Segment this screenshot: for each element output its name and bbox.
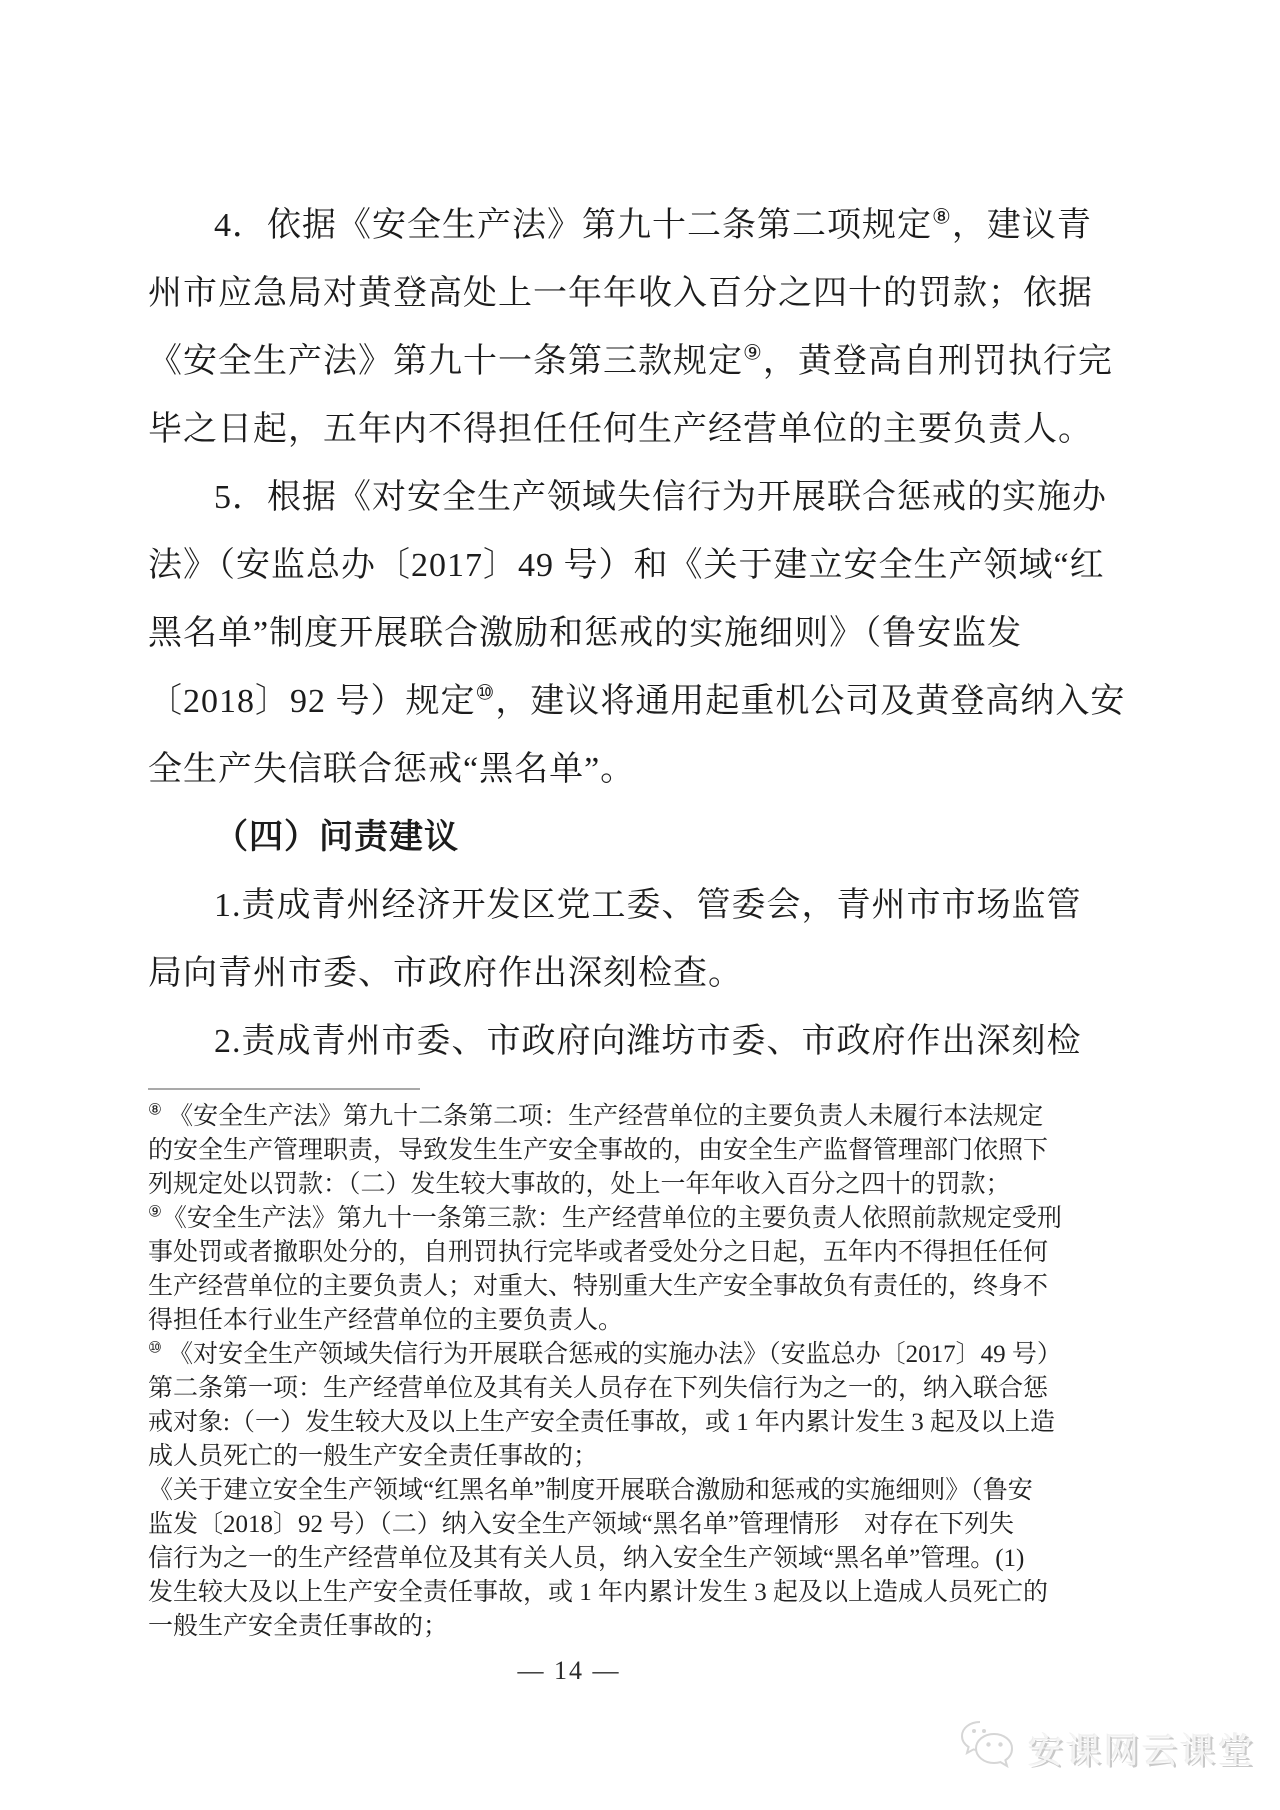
wechat-chat-bubbles-logo-icon bbox=[958, 1718, 1016, 1779]
body-line: 4．依据《安全生产法》第九十二条第二项规定⑧，建议青 bbox=[214, 204, 1092, 244]
page-number: — 14 — bbox=[517, 1656, 621, 1685]
body-line: （四）问责建议 bbox=[214, 819, 459, 856]
footnote-line: 第二条第一项：生产经营单位及其有关人员存在下列失信行为之一的，纳入联合惩 bbox=[148, 1375, 1049, 1402]
body-line: 1.责成青州经济开发区党工委、管委会，青州市市场监管 bbox=[214, 887, 1082, 924]
body-line: 全生产失信联合惩戒“黑名单”。 bbox=[148, 751, 636, 788]
footnote-line: 生产经营单位的主要负责人；对重大、特别重大生产安全事故负有责任的，终身不 bbox=[148, 1273, 1049, 1300]
footnote-line: 信行为之一的生产经营单位及其有关人员，纳入安全生产领域“黑名单”管理。(1) bbox=[148, 1545, 1025, 1572]
body-line: 法》（安监总办〔2017〕49 号）和《关于建立安全生产领域“红 bbox=[148, 547, 1105, 584]
footnote-line: 成人员死亡的一般生产安全责任事故的； bbox=[148, 1443, 599, 1470]
body-line: 黑名单”制度开展联合激励和惩戒的实施细则》（鲁安监发 bbox=[148, 615, 1023, 652]
footnote-line: 得担任本行业生产经营单位的主要负责人。 bbox=[148, 1307, 624, 1334]
body-line: 毕之日起，五年内不得担任任何生产经营单位的主要负责人。 bbox=[148, 411, 1093, 448]
body-text-block bbox=[148, 192, 1126, 1076]
body-line: 2.责成青州市委、市政府向潍坊市委、市政府作出深刻检 bbox=[214, 1023, 1082, 1060]
footnote-line: 的安全生产管理职责，导致发生生产安全事故的，由安全生产监督管理部门依照下 bbox=[148, 1137, 1049, 1164]
footnote-line: 事处罚或者撤职处分的，自刑罚执行完毕或者受处分之日起，五年内不得担任任何 bbox=[148, 1239, 1049, 1266]
footnote-line: ⑧ 《安全生产法》第九十二条第二项：生产经营单位的主要负责人未履行本法规定 bbox=[148, 1101, 1044, 1130]
footnotes-block bbox=[148, 1100, 1062, 1644]
footnote-line: ⑩ 《对安全生产领域失信行为开展联合惩戒的实施办法》（安监总办〔2017〕49 号） bbox=[148, 1339, 1062, 1368]
footnote-separator bbox=[148, 1088, 420, 1090]
document-page bbox=[148, 0, 1126, 1686]
watermark-text: 安课网云课堂 bbox=[1028, 1731, 1257, 1771]
body-line: 《安全生产法》第九十一条第三款规定⑨，黄登高自刑罚执行完 bbox=[148, 340, 1113, 380]
body-line: 州市应急局对黄登高处上一年年收入百分之四十的罚款；依据 bbox=[148, 275, 1093, 312]
footnote-line: 监发〔2018〕92 号）（二）纳入安全生产领域“黑名单”管理情形 对存在下列失 bbox=[148, 1511, 1014, 1538]
footnote-line: 发生较大及以上生产安全责任事故，或 1 年内累计发生 3 起及以上造成人员死亡的 bbox=[148, 1579, 1049, 1606]
body-line: 局向青州市委、市政府作出深刻检查。 bbox=[148, 955, 743, 992]
footnote-line: 列规定处以罚款：（二）发生较大事故的，处上一年年收入百分之四十的罚款； bbox=[148, 1171, 1011, 1198]
watermark bbox=[958, 1718, 1256, 1779]
footnote-line: 一般生产安全责任事故的； bbox=[148, 1613, 449, 1640]
body-line: 5．根据《对安全生产领域失信行为开展联合惩戒的实施办 bbox=[214, 479, 1107, 516]
body-line: 〔2018〕92 号）规定⑩，建议将通用起重机公司及黄登高纳入安 bbox=[148, 680, 1126, 720]
footnote-line: ⑨《安全生产法》第九十一条第三款：生产经营单位的主要负责人依照前款规定受刑 bbox=[148, 1203, 1062, 1232]
footnote-line: 戒对象:（一）发生较大及以上生产安全责任事故，或 1 年内累计发生 3 起及以上造 bbox=[148, 1409, 1055, 1436]
footnote-line: 《关于建立安全生产领域“红黑名单”制度开展联合激励和惩戒的实施细则》（鲁安 bbox=[148, 1477, 1033, 1504]
